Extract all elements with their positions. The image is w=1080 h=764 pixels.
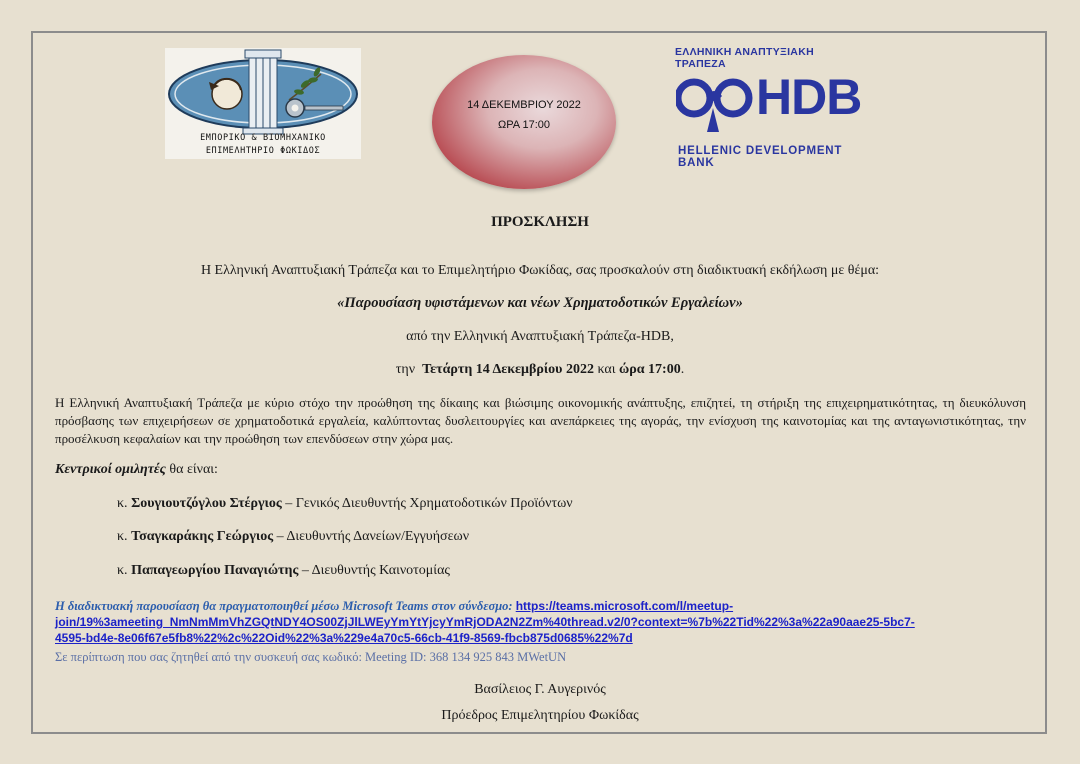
hdb-logo [672, 44, 862, 169]
description-paragraph: Η Ελληνική Αναπτυξιακή Τράπεζα με κύριο στόχο την προώθηση της δίκαιης και βιώσιμης οικονομικής ανάπτυξης, επιζητεί, τη στήριξη της επιχειρηματικότητας, τη διευκόλυνση πρόσβασης των επιχειρήσεων σε χρηματοδοτικά εργαλεία, καλύπτοντας δυσλειτουργίες και ανεπάρκειες της αγοράς, την ενίσχυση της καινοτομίας και της ανταγωνιστικότητας, την προσέλκυση κεφαλαίων και την προώθηση των επενδύσεων στην χώρα μας. [55, 395, 1026, 446]
hdb-emblem-icon [676, 70, 758, 138]
hdb-logo-english: HELLENIC DEVELOPMENT BANK [678, 145, 843, 169]
chamber-logo [165, 48, 361, 159]
speaker-prefix: κ. [117, 529, 128, 544]
teams-link-part3[interactable]: 4595-bd4e-8e06f67e5fb8%22%2c%22Oid%22%3a%229e4a70c5-66cb-41f9-8569-fbcb875d0685%22%7d [55, 631, 633, 645]
chamber-logo-line1: ΕΜΠΟΡΙΚΟ & ΒΙΟΜΗΧΑΝΙΚΟ [200, 133, 326, 143]
speakers-heading-bold: Κεντρικοί ομιλητές [55, 462, 166, 477]
meeting-passcode: Σε περίπτωση που σας ζητηθεί από την συσκευή σας κωδικό: Meeting ID: 368 134 925 843 MWetUN [55, 650, 567, 664]
when-mid: και [597, 362, 616, 377]
speakers-heading-rest: θα είναι: [165, 462, 218, 477]
speaker-item [117, 529, 469, 545]
event-badge-date: 14 ΔΕΚΕΜΒΡΙΟΥ 2022 [467, 99, 581, 111]
speaker-role: – Διευθυντής Καινοτομίας [301, 563, 450, 578]
speaker-item [117, 496, 573, 512]
speakers-heading [55, 462, 218, 478]
hdb-logo-mark: HDB [756, 69, 862, 125]
when-date: Τετάρτη 14 Δεκεμβρίου 2022 [422, 362, 594, 377]
speaker-role: – Γενικός Διευθυντής Χρηματοδοτικών Προϊόντων [285, 496, 573, 511]
hdb-logo-greek: ΕΛΛΗΝΙΚΗ ΑΝΑΠΤΥΞΙΑΚΗ ΤΡΑΠΕΖΑ [675, 46, 814, 70]
invitation-title: ΠΡΟΣΚΛΗΣΗ [491, 214, 589, 230]
event-datetime [0, 362, 1080, 378]
signature-role: Πρόεδρος Επιμελητηρίου Φωκίδας [441, 708, 639, 723]
invitation-intro: Η Ελληνική Αναπτυξιακή Τράπεζα και το Επιμελητήριο Φωκίδας, σας προσκαλούν στη διαδικτυακή εκδήλωση με θέμα: [200, 263, 880, 278]
event-date-badge [432, 55, 616, 189]
when-time: ώρα 17:00 [619, 362, 681, 377]
event-presenter: από την Ελληνική Αναπτυξιακή Τράπεζα-HDB, [406, 329, 674, 344]
speaker-role: – Διευθυντής Δανείων/Εγγυήσεων [276, 529, 470, 544]
teams-info [55, 598, 1030, 646]
event-badge-time: ΩΡΑ 17:00 [497, 119, 551, 131]
when-prefix: την [395, 362, 416, 377]
when-suffix: . [680, 362, 685, 377]
teams-link-part2[interactable]: join/19%3ameeting_NmNmMmVhZGQtNDY4OS00ZjJlLWEyYmYtYjcyYmRjODA2N2Zm%40thread.v2/0?context=%7b%22Tid%22%3a%22a90aae25-5bc7- [55, 615, 915, 629]
chamber-logo-line2: ΕΠΙΜΕΛΗΤΗΡΙΟ ΦΩΚΙΔΟΣ [205, 146, 321, 156]
speaker-name: Τσαγκαράκης Γεώργιος [131, 529, 274, 544]
speaker-prefix: κ. [117, 563, 128, 578]
speaker-name: Σουγιουτζόγλου Στέργιος [131, 496, 282, 511]
speaker-item [117, 563, 450, 579]
speaker-name: Παπαγεωργίου Παναγιώτης [131, 563, 299, 578]
teams-link-part1[interactable]: https://teams.microsoft.com/l/meetup- [515, 599, 734, 613]
signature-name: Βασίλειος Γ. Αυγερινός [474, 682, 606, 697]
teams-label: Η διαδικτυακή παρουσίαση θα πραγματοποιηθεί μέσω Microsoft Teams στον σύνδεσμο: [55, 599, 513, 613]
event-subject: «Παρουσίαση υφιστάμενων και νέων Χρηματοδοτικών Εργαλείων» [337, 295, 743, 311]
speaker-prefix: κ. [117, 496, 128, 511]
